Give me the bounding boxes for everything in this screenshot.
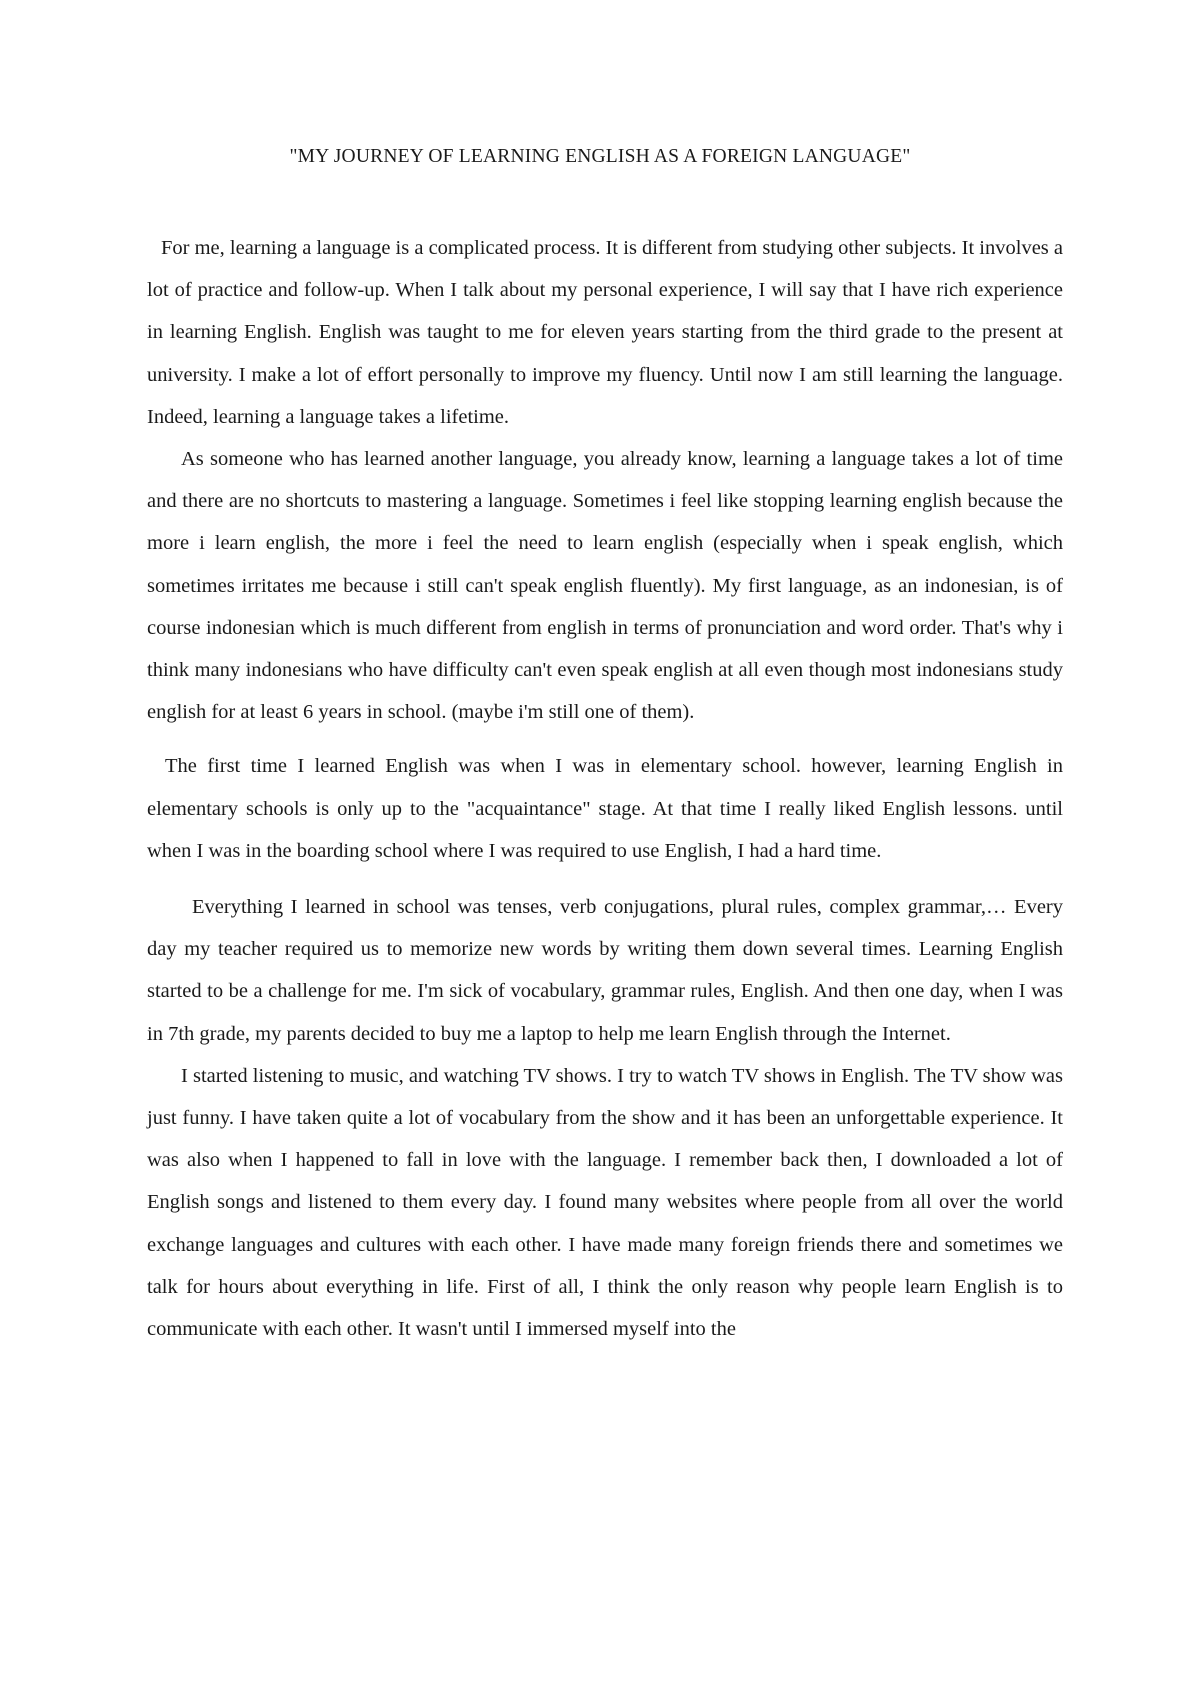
document-title: "MY JOURNEY OF LEARNING ENGLISH AS A FOREIGN LANGUAGE" (289, 146, 911, 167)
paragraph-1: For me, learning a language is a complicated process. It is different from studying other subjects. It involves a lot of practice and follow-up. When I talk about my personal experience, I will say that I have rich experience in learning English. English was taught to me for eleven years starting from the third grade to the present at university. I make a lot of effort personally to improve my fluency. Until now I am still learning the language. Indeed, learning a language takes a lifetime. (147, 237, 1063, 428)
paragraph-4: Everything I learned in school was tenses, verb conjugations, plural rules, complex grammar,… Every day my teacher required us to memorize new words by writing them down several times. Learning English started to be a challenge for me. I'm sick of vocabulary, grammar rules, English. And then one day, when I was in 7th grade, my parents decided to buy me a laptop to help me learn English through the Internet. (147, 896, 1063, 1045)
paragraph-3: The first time I learned English was when I was in elementary school. however, learning English in elementary schools is only up to the "acquaintance" stage. At that time I really liked English lessons. until when I was in the boarding school where I was required to use English, I had a hard time. (147, 755, 1063, 862)
paragraph-2: As someone who has learned another language, you already know, learning a language takes a lot of time and there are no shortcuts to mastering a language. Sometimes i feel like stopping learning english because the more i learn english, the more i feel the need to learn english (especially when i speak english, which sometimes irritates me because i still can't speak english fluently). My first language, as an indonesian, is of course indonesian which is much different from english in terms of pronunciation and word order. That's why i think many indonesians who have difficulty can't even speak english at all even though most indonesians study english for at least 6 years in school. (maybe i'm still one of them). (147, 448, 1063, 724)
document-body (147, 227, 1063, 1350)
paragraph-5: I started listening to music, and watching TV shows. I try to watch TV shows in English. The TV show was just funny. I have taken quite a lot of vocabulary from the show and it has been an unforgettable experience. It was also when I happened to fall in love with the language. I remember back then, I downloaded a lot of English songs and listened to them every day. I found many websites where people from all over the world exchange languages and cultures with each other. I have made many foreign friends there and sometimes we talk for hours about everything in life. First of all, I think the only reason why people learn English is to communicate with each other. It wasn't until I immersed myself into the (147, 1064, 1063, 1341)
